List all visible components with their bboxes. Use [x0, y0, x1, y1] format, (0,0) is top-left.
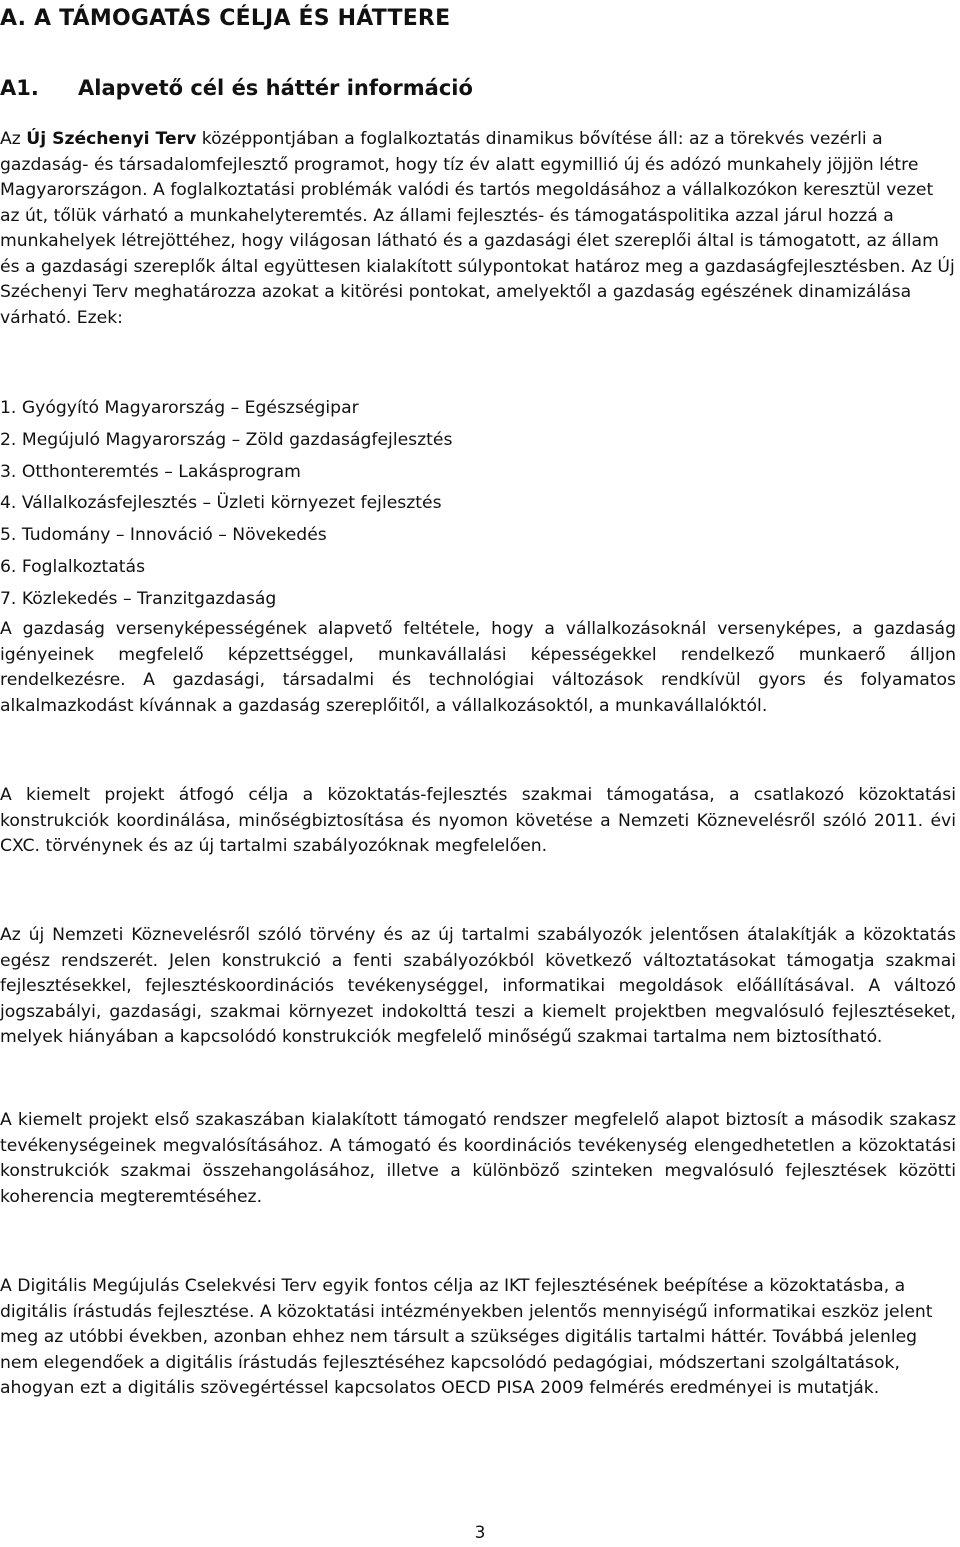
page-number: 3	[474, 1523, 486, 1543]
list-item: 5. Tudomány – Innováció – Növekedés	[0, 525, 327, 546]
paragraph-project-goal: A kiemelt projekt átfogó célja a közoktatás-fejlesztés szakmai támogatása, a csatlakozó közoktatási konstrukciók koordinálása, minőségbiztosítása és nyomon követése a Nemzeti Köznevelésről szóló 2011. évi CXC. törvénynek és az új tartalmi szabályozóknak megfelelően.	[0, 785, 956, 856]
paragraph-intro-body: középpontjában a foglalkoztatás dinamikus bővítése áll: az a törekvés vezérli a gazdaság- és társadalomfejlesztő programot, hogy tíz év alatt egymillió új és adózó munkahely jöjjön létre Magyarországon. A foglalkoztatási problémák valódi és tartós megoldásához a vállalkozókon keresztül vezet az út, tőlük várható a munkahelyteremtés. Az állami fejlesztés- és támogatáspolitika azzal járul hozzá a munkahelyek létrejöttéhez, hogy világosan látható és a gazdasági élet szereplői által is támogatott, az állam és a gazdasági szereplők által együttesen kialakított súlypontokat határoz meg a gazdaságfejlesztésben. Az Új Széchenyi Terv meghatározza azokat a kitörési pontokat, amelyektől a gazdaság egészének dinamizálása várható. Ezek:	[0, 129, 955, 328]
paragraph-intro	[0, 127, 956, 331]
section-heading: A. A TÁMOGATÁS CÉLJA ÉS HÁTTERE	[0, 6, 451, 31]
subsection-number: A1.	[0, 76, 39, 100]
paragraph-digital-plan: A Digitális Megújulás Cselekvési Terv egyik fontos célja az IKT fejlesztésének beépítése a közoktatásba, a digitális írástudás fejlesztése. A közoktatási intézményekben jelentős mennyiségű informatikai eszköz jelent meg az utóbbi években, azonban ehhez nem társult a szükséges digitális tartalmi háttér. Továbbá jelenleg nem elegendőek a digitális írástudás fejlesztéséhez kapcsolódó pedagógiai, módszertani szolgáltatások, ahogyan ezt a digitális szövegértéssel kapcsolatos OECD PISA 2009 felmérés eredményei is mutatják.	[0, 1276, 933, 1398]
list-item: 1. Gyógyító Magyarország – Egészségipar	[0, 398, 359, 418]
breakout-points-list	[0, 393, 452, 616]
subsection-heading	[0, 73, 473, 103]
list-item: 7. Közlekedés – Tranzitgazdaság	[0, 588, 277, 609]
list-item: 6. Foglalkoztatás	[0, 556, 146, 577]
list-item: 3. Otthonteremtés – Lakásprogram	[0, 461, 301, 482]
paragraph-competitiveness: A gazdaság versenyképességének alapvető feltétele, hogy a vállalkozásoknál versenyképes, a gazdaság igényeinek megfelelő képzettséggel, munkavállalási képességekkel rendelkező munkaerő álljon rendelkezésre. A gazdasági, társadalmi és technológiai változások rendkívül gyors és folyamatos alkalmazkodást kívánnak a gazdaság szereplőitől, a vállalkozásoktól, a munkavállalóktól.	[0, 619, 956, 716]
paragraph-intro-lead: Az	[0, 129, 27, 149]
paragraph-new-law: Az új Nemzeti Köznevelésről szóló törvény és az új tartalmi szabályozók jelentősen átalakítják a közoktatás egész rendszerét. Jelen konstrukció a fenti szabályozókból következő változtatásokat támogatja szakmai fejlesztésekkel, fejlesztéskoordinációs tevékenységgel, informatikai megoldások előállításával. A változó jogszabályi, gazdasági, szakmai környezet indokolttá teszi a kiemelt projektben megvalósuló fejlesztéseket, melyek hiányában a kapcsolódó konstrukciók megfelelő minőségű szakmai tartalma nem biztosítható.	[0, 925, 956, 1047]
paragraph-first-phase: A kiemelt projekt első szakaszában kialakított támogató rendszer megfelelő alapot biztosít a második szakasz tevékenységeinek megvalósításához. A támogató és koordinációs tevékenység elengedhetetlen a közoktatási konstrukciók szakmai összehangolásához, illetve a különböző szinteken megvalósuló fejlesztések közötti koherencia megteremtéséhez.	[0, 1110, 956, 1207]
subsection-title: Alapvető cél és háttér információ	[78, 76, 473, 100]
plan-name-bold: Új Széchenyi Terv	[26, 129, 197, 149]
list-item: 2. Megújuló Magyarország – Zöld gazdaságfejlesztés	[0, 429, 453, 450]
list-item: 4. Vállalkozásfejlesztés – Üzleti környezet fejlesztés	[0, 493, 442, 514]
